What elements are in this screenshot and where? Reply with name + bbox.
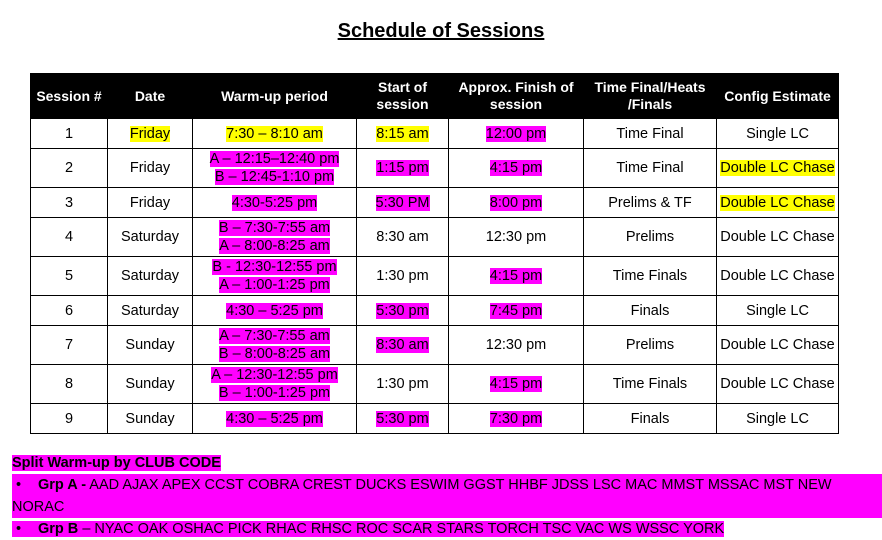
group-b-clubs: – NYAC OAK OSHAC PICK RHAC RHSC ROC SCAR STARS TORCH TSC VAC WS WSSC YORK [82, 521, 725, 537]
cell-start: 8:30 am [376, 337, 429, 353]
cell-finish: 4:15 pm [489, 268, 543, 284]
cell-config: Double LC Chase [720, 194, 835, 211]
cell-config: Double LC Chase [717, 365, 839, 404]
cell-date: Saturday [108, 296, 193, 326]
table-row [31, 218, 839, 257]
cell-config: Double LC Chase [717, 326, 839, 365]
group-a-clubs: AAD AJAX APEX CCST COBRA CREST DUCKS ESWIM GGST HHBF JDSS LSC MAC MMST MSSAC MST NEW NORAC [12, 477, 832, 515]
cell-session: 1 [31, 119, 108, 149]
header-warmup: Warm-up period [193, 74, 357, 119]
cell-finish: 12:00 pm [485, 125, 547, 142]
cell-warmup-b: B – 12:45-1:10 pm [214, 169, 335, 185]
cell-date: Friday [108, 188, 193, 218]
bullet-icon: • [16, 521, 22, 537]
cell-type: Prelims [584, 218, 717, 257]
group-b-label: Grp B [38, 521, 79, 537]
cell-date: Friday [108, 149, 193, 188]
split-warmup-heading: Split Warm-up by CLUB CODE [12, 455, 221, 471]
cell-finish: 4:15 pm [489, 376, 543, 392]
cell-type: Time Final [584, 149, 717, 188]
cell-config: Single LC [717, 296, 839, 326]
split-warmup-section [12, 452, 882, 540]
header-session: Session # [31, 74, 108, 119]
cell-warmup-b: B – 8:00-8:25 am [218, 346, 331, 362]
cell-date: Sunday [108, 326, 193, 365]
cell-date: Sunday [108, 404, 193, 434]
cell-start: 5:30 pm [376, 302, 429, 319]
cell-finish: 12:30 pm [449, 326, 584, 365]
table-row [31, 149, 839, 188]
cell-finish: 4:15 pm [489, 160, 543, 176]
header-date: Date [108, 74, 193, 119]
cell-session: 5 [31, 257, 108, 296]
cell-start: 5:30 PM [375, 194, 430, 211]
group-a-label: Grp A - [38, 477, 87, 493]
cell-start: 1:30 pm [357, 257, 449, 296]
cell-start: 1:15 pm [376, 160, 429, 176]
cell-type: Time Finals [584, 257, 717, 296]
header-config: Config Estimate [717, 74, 839, 119]
cell-warmup: 7:30 – 8:10 am [226, 125, 323, 142]
table-row [31, 257, 839, 296]
cell-finish: 8:00 pm [489, 194, 543, 211]
page-title: Schedule of Sessions [337, 20, 545, 42]
cell-session: 4 [31, 218, 108, 257]
cell-warmup-a: A – 12:30-12:55 pm [211, 367, 338, 383]
bullet-icon: • [16, 477, 22, 493]
cell-type: Time Final [584, 119, 717, 149]
cell-date: Friday [129, 125, 171, 142]
cell-warmup-a: A – 12:15–12:40 pm [209, 151, 340, 167]
cell-type: Prelims & TF [584, 188, 717, 218]
cell-session: 8 [31, 365, 108, 404]
cell-start: 8:30 am [357, 218, 449, 257]
cell-config: Double LC Chase [717, 218, 839, 257]
cell-date: Saturday [108, 257, 193, 296]
cell-warmup: 4:30 – 5:25 pm [226, 410, 323, 427]
cell-warmup-b: B - 12:30-12:55 pm [212, 259, 337, 275]
cell-type: Finals [584, 296, 717, 326]
table-row [31, 326, 839, 365]
cell-start: 5:30 pm [376, 410, 429, 427]
cell-warmup-a: A – 7:30-7:55 am [219, 328, 330, 344]
cell-session: 7 [31, 326, 108, 365]
cell-date: Sunday [108, 365, 193, 404]
cell-type: Prelims [584, 326, 717, 365]
cell-finish: 7:30 pm [489, 410, 543, 427]
cell-warmup: 4:30-5:25 pm [231, 194, 318, 211]
cell-config: Single LC [717, 404, 839, 434]
sessions-table [30, 73, 839, 434]
header-finish: Approx. Finish of session [449, 74, 584, 119]
cell-type: Finals [584, 404, 717, 434]
table-row [31, 365, 839, 404]
cell-type: Time Finals [584, 365, 717, 404]
cell-warmup: 4:30 – 5:25 pm [226, 302, 323, 319]
cell-config: Double LC Chase [717, 257, 839, 296]
cell-warmup-b: B – 7:30-7:55 am [218, 220, 331, 236]
cell-session: 9 [31, 404, 108, 434]
cell-date: Saturday [108, 218, 193, 257]
cell-warmup-a: A – 8:00-8:25 am [219, 238, 330, 254]
cell-finish: 7:45 pm [489, 302, 543, 319]
table-row [31, 188, 839, 218]
cell-config: Double LC Chase [720, 160, 835, 176]
table-row [31, 119, 839, 149]
group-a-line [12, 474, 882, 518]
cell-session: 2 [31, 149, 108, 188]
cell-config: Single LC [717, 119, 839, 149]
cell-warmup-b: B – 1:00-1:25 pm [218, 385, 331, 401]
cell-start: 8:15 am [376, 125, 429, 142]
cell-warmup-a: A – 1:00-1:25 pm [219, 277, 330, 293]
header-type: Time Final/Heats /Finals [584, 74, 717, 119]
table-row [31, 296, 839, 326]
cell-session: 6 [31, 296, 108, 326]
table-row [31, 404, 839, 434]
table-header-row [31, 74, 839, 119]
cell-finish: 12:30 pm [449, 218, 584, 257]
header-start: Start of session [357, 74, 449, 119]
cell-session: 3 [31, 188, 108, 218]
cell-start: 1:30 pm [357, 365, 449, 404]
